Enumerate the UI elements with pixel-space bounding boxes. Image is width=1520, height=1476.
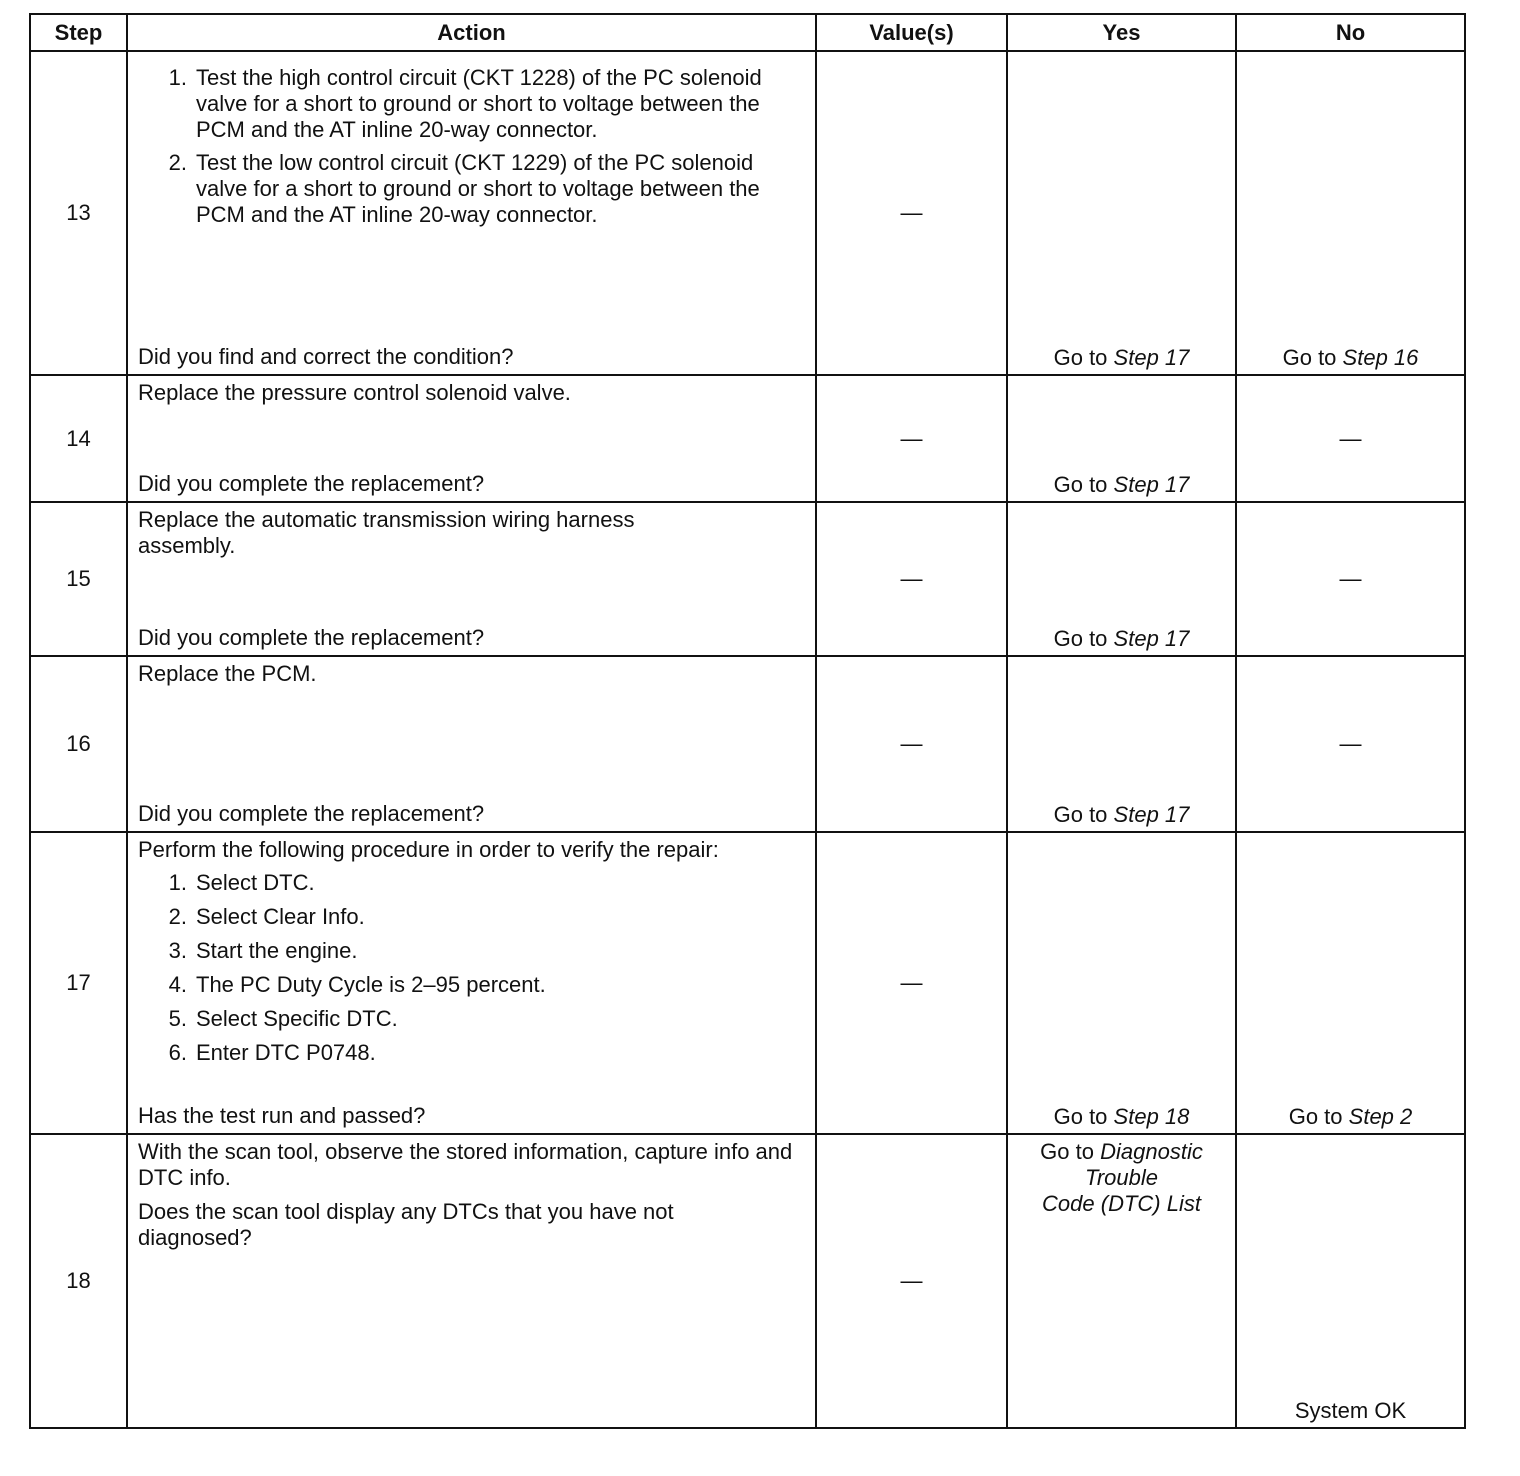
table-row-step-14 — [30, 375, 1465, 502]
step-number: 13 — [30, 51, 127, 375]
action-question: Has the test run and passed? — [138, 1103, 426, 1128]
yes-cell — [1007, 51, 1236, 375]
yes-goto: Go to Step 17 — [1053, 345, 1190, 370]
header-yes: Yes — [1007, 14, 1236, 51]
action-text: Replace the PCM. — [138, 661, 317, 686]
action-cell — [127, 1134, 816, 1428]
action-text: Perform the following procedure in order to verify the repair: — [138, 837, 719, 862]
action-cell — [127, 51, 816, 375]
yes-cell — [1007, 832, 1236, 1134]
yes-goto: Go to Step 17 — [1053, 626, 1190, 651]
yes-goto: Go to Diagnostic Trouble Code (DTC) List — [1040, 1139, 1203, 1216]
yes-link-dtc-list-line-2[interactable]: Trouble — [1085, 1165, 1158, 1190]
action-question: Does the scan tool display any DTCs that you have not diagnosed? — [138, 1199, 674, 1250]
header-row — [30, 14, 1465, 51]
yes-cell — [1007, 502, 1236, 656]
yes-link-step-18[interactable]: Step 18 — [1113, 1104, 1190, 1129]
no-link-step-2[interactable]: Step 2 — [1348, 1104, 1413, 1129]
list-item: 2. Test the low control circuit (CKT 1229) of the PC solenoid valve for a short to ground or short to voltage between the PCM and the AT inline 20-way connector. — [168, 150, 760, 227]
value-cell: — — [816, 656, 1007, 832]
no-cell: — — [1236, 375, 1465, 502]
action-cell — [127, 502, 816, 656]
yes-link-step-17[interactable]: Step 17 — [1113, 345, 1190, 370]
step-number: 17 — [30, 832, 127, 1134]
no-cell: — — [1236, 656, 1465, 832]
yes-cell — [1007, 375, 1236, 502]
list-item: 3. Start the engine. — [168, 938, 358, 963]
list-item: 4. The PC Duty Cycle is 2–95 percent. — [168, 972, 546, 997]
table-row-step-16 — [30, 656, 1465, 832]
value-cell: — — [816, 832, 1007, 1134]
value-cell: — — [816, 51, 1007, 375]
action-text: Replace the pressure control solenoid valve. — [138, 380, 571, 405]
yes-goto: Go to Step 17 — [1053, 472, 1190, 497]
action-text: With the scan tool, observe the stored information, capture info and DTC info. — [138, 1139, 793, 1190]
list-item: 1. Select DTC. — [168, 870, 315, 895]
action-cell — [127, 832, 816, 1134]
action-list — [138, 870, 807, 1066]
list-item: 5. Select Specific DTC. — [168, 1006, 398, 1031]
yes-cell — [1007, 1134, 1236, 1428]
value-cell: — — [816, 1134, 1007, 1428]
yes-cell — [1007, 656, 1236, 832]
no-system-ok: System OK — [1294, 1398, 1407, 1423]
table-row-step-17 — [30, 832, 1465, 1134]
no-link-step-16[interactable]: Step 16 — [1342, 345, 1419, 370]
no-cell — [1236, 51, 1465, 375]
step-number: 15 — [30, 502, 127, 656]
no-goto: Go to Step 2 — [1288, 1104, 1413, 1129]
header-step: Step — [30, 14, 127, 51]
action-text: Replace the automatic transmission wiring harness assembly. — [138, 507, 635, 558]
yes-link-dtc-list-line-3[interactable]: Code (DTC) List — [1042, 1191, 1201, 1216]
table-row-step-13 — [30, 51, 1465, 375]
list-item: 2. Select Clear Info. — [168, 904, 365, 929]
yes-link-dtc-list[interactable]: Diagnostic — [1100, 1139, 1203, 1164]
header-values: Value(s) — [816, 14, 1007, 51]
header-action: Action — [127, 14, 816, 51]
diagnostic-table — [29, 13, 1466, 1429]
action-list — [138, 65, 807, 235]
yes-link-step-17[interactable]: Step 17 — [1113, 472, 1190, 497]
step-number: 14 — [30, 375, 127, 502]
list-item: 6. Enter DTC P0748. — [168, 1040, 376, 1065]
value-cell: — — [816, 502, 1007, 656]
table-row-step-15 — [30, 502, 1465, 656]
yes-link-step-17[interactable]: Step 17 — [1113, 802, 1190, 827]
yes-link-step-17[interactable]: Step 17 — [1113, 626, 1190, 651]
yes-goto: Go to Step 17 — [1053, 802, 1190, 827]
no-cell: — — [1236, 502, 1465, 656]
header-no: No — [1236, 14, 1465, 51]
no-cell — [1236, 832, 1465, 1134]
step-number: 18 — [30, 1134, 127, 1428]
yes-goto: Go to Step 18 — [1053, 1104, 1190, 1129]
action-question: Did you complete the replacement? — [138, 471, 485, 496]
action-question: Did you complete the replacement? — [138, 801, 485, 826]
step-number: 16 — [30, 656, 127, 832]
action-cell — [127, 656, 816, 832]
no-cell — [1236, 1134, 1465, 1428]
action-cell — [127, 375, 816, 502]
no-goto: Go to Step 16 — [1282, 345, 1419, 370]
list-item: 1. Test the high control circuit (CKT 1228) of the PC solenoid valve for a short to ground or short to voltage between the PCM and the AT inline 20-way connector. — [168, 65, 762, 142]
action-question: Did you complete the replacement? — [138, 625, 485, 650]
table-row-step-18 — [30, 1134, 1465, 1428]
action-question: Did you find and correct the condition? — [138, 344, 514, 369]
value-cell: — — [816, 375, 1007, 502]
